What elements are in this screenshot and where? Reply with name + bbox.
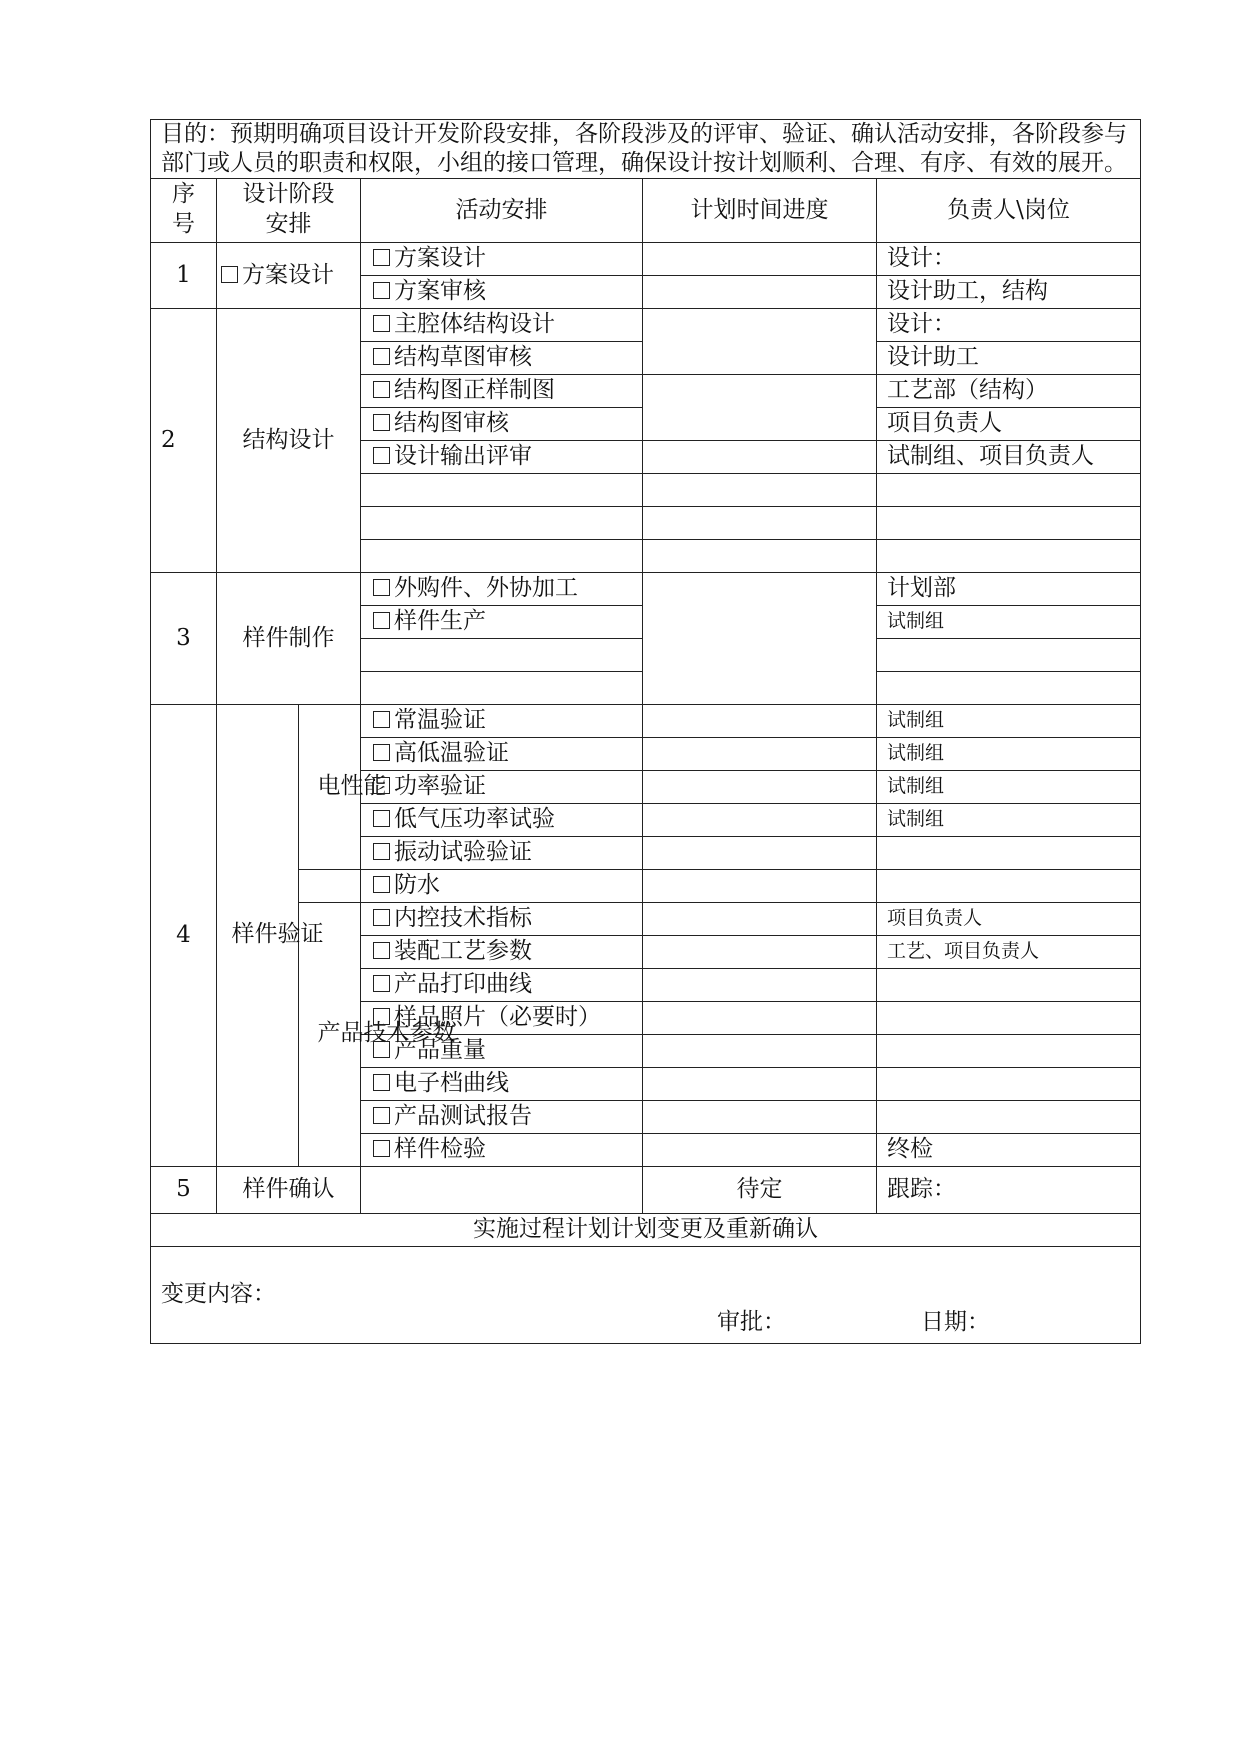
activity-cell: 结构图审核: [361, 407, 643, 440]
change-section-title: 实施过程计划计划变更及重新确认: [151, 1213, 1141, 1246]
owner-cell: 设计助工，结构: [877, 275, 1141, 308]
owner-cell: 项目负责人: [877, 902, 1141, 935]
header-activity: 活动安排: [361, 178, 643, 242]
table-row: [151, 242, 1141, 275]
activity-cell[interactable]: [361, 506, 643, 539]
activity-cell[interactable]: [361, 1166, 643, 1213]
schedule-cell[interactable]: [643, 935, 877, 968]
checkbox-icon[interactable]: [373, 1008, 390, 1025]
owner-cell: 跟踪：: [877, 1166, 1141, 1213]
stage-cell: 样件制作: [217, 572, 361, 704]
table-row: [151, 308, 1141, 341]
stage-label: 方案设计: [242, 261, 334, 288]
activity-cell[interactable]: [361, 638, 643, 671]
checkbox-icon[interactable]: [373, 909, 390, 926]
checkbox-icon[interactable]: [373, 579, 390, 596]
activity-cell: 产品重量: [361, 1034, 643, 1067]
schedule-cell: 待定: [643, 1166, 877, 1213]
owner-cell: 试制组、项目负责人: [877, 440, 1141, 473]
schedule-cell[interactable]: [643, 473, 877, 506]
stage-cell: 样件确认: [217, 1166, 361, 1213]
subgroup-empty: [299, 869, 361, 902]
schedule-cell[interactable]: [643, 869, 877, 902]
activity-cell: 外购件、外协加工: [361, 572, 643, 605]
activity-cell: 样品照片（必要时）: [361, 1001, 643, 1034]
stage-cell: 结构设计: [217, 308, 361, 572]
schedule-cell[interactable]: [643, 440, 877, 473]
schedule-cell[interactable]: [643, 1100, 877, 1133]
table-row: [151, 704, 1141, 737]
date-label: 日期：: [921, 1308, 990, 1335]
owner-cell: 试制组: [877, 737, 1141, 770]
schedule-cell[interactable]: [643, 308, 877, 374]
owner-cell: [877, 968, 1141, 1001]
schedule-cell[interactable]: [643, 803, 877, 836]
schedule-cell[interactable]: [643, 836, 877, 869]
activity-cell: 振动试验验证: [361, 836, 643, 869]
activity-cell: 防水: [361, 869, 643, 902]
approve-label: 审批：: [717, 1308, 786, 1335]
schedule-cell[interactable]: [643, 572, 877, 704]
owner-cell[interactable]: [877, 671, 1141, 704]
activity-cell: 功率验证: [361, 770, 643, 803]
owner-cell: 设计：: [877, 242, 1141, 275]
change-content-label: 变更内容：: [161, 1281, 276, 1308]
owner-cell: 项目负责人: [877, 407, 1141, 440]
checkbox-icon[interactable]: [373, 1140, 390, 1157]
checkbox-icon[interactable]: [373, 315, 390, 332]
seq-cell: 1: [151, 242, 217, 308]
activity-cell: 样件生产: [361, 605, 643, 638]
owner-cell: [877, 869, 1141, 902]
checkbox-icon[interactable]: [373, 282, 390, 299]
owner-cell: 试制组: [877, 605, 1141, 638]
owner-cell: 工艺、项目负责人: [877, 935, 1141, 968]
header-stage: 设计阶段安排: [217, 178, 361, 242]
checkbox-icon[interactable]: [373, 612, 390, 629]
owner-cell: [877, 1001, 1141, 1034]
change-content-cell[interactable]: [151, 1246, 1141, 1343]
activity-cell: 方案设计: [361, 242, 643, 275]
activity-cell: 设计输出评审: [361, 440, 643, 473]
owner-cell: [877, 1100, 1141, 1133]
header-row: [151, 178, 1141, 242]
header-owner: 负责人\岗位: [877, 178, 1141, 242]
owner-cell: 试制组: [877, 704, 1141, 737]
owner-cell[interactable]: [877, 473, 1141, 506]
checkbox-icon[interactable]: [373, 1041, 390, 1058]
schedule-cell[interactable]: [643, 374, 877, 440]
checkbox-icon[interactable]: [221, 266, 238, 283]
owner-cell: 试制组: [877, 803, 1141, 836]
checkbox-icon[interactable]: [373, 711, 390, 728]
activity-cell: 结构草图审核: [361, 341, 643, 374]
checkbox-icon[interactable]: [373, 381, 390, 398]
owner-cell: 终检: [877, 1133, 1141, 1166]
checkbox-icon[interactable]: [373, 1107, 390, 1124]
activity-cell: 电子档曲线: [361, 1067, 643, 1100]
stage-cell: 样件验证: [217, 704, 299, 1166]
owner-cell: 计划部: [877, 572, 1141, 605]
activity-cell: 装配工艺参数: [361, 935, 643, 968]
checkbox-icon[interactable]: [373, 876, 390, 893]
schedule-cell[interactable]: [643, 242, 877, 275]
seq-cell: 4: [151, 704, 217, 1166]
subgroup-product: 产品技术参数: [299, 902, 361, 1166]
seq-cell: 5: [151, 1166, 217, 1213]
checkbox-icon[interactable]: [373, 414, 390, 431]
purpose-text: 目的：预期明确项目设计开发阶段安排，各阶段涉及的评审、验证、确认活动安排，各阶段参与部门或人员的职责和权限，小组的接口管理，确保设计按计划顺利、合理、有序、有效的展开。: [151, 120, 1141, 179]
seq-cell: 2: [151, 308, 217, 572]
stage-cell: [217, 242, 361, 308]
design-plan-table: [150, 119, 1141, 1344]
owner-cell[interactable]: [877, 506, 1141, 539]
schedule-cell[interactable]: [643, 1034, 877, 1067]
activity-cell: 产品打印曲线: [361, 968, 643, 1001]
schedule-cell[interactable]: [643, 539, 877, 572]
checkbox-icon[interactable]: [373, 1074, 390, 1091]
owner-cell: 设计助工: [877, 341, 1141, 374]
schedule-cell[interactable]: [643, 737, 877, 770]
checkbox-icon[interactable]: [373, 249, 390, 266]
schedule-cell[interactable]: [643, 1067, 877, 1100]
seq-cell: 3: [151, 572, 217, 704]
activity-cell: 内控技术指标: [361, 902, 643, 935]
activity-cell: 主腔体结构设计: [361, 308, 643, 341]
owner-cell: 工艺部（结构）: [877, 374, 1141, 407]
schedule-cell[interactable]: [643, 902, 877, 935]
activity-cell: 样件检验: [361, 1133, 643, 1166]
owner-cell: [877, 836, 1141, 869]
schedule-cell[interactable]: [643, 968, 877, 1001]
checkbox-icon[interactable]: [373, 942, 390, 959]
schedule-cell[interactable]: [643, 506, 877, 539]
checkbox-icon[interactable]: [373, 744, 390, 761]
table-row: [151, 1166, 1141, 1213]
header-seq: 序号: [151, 178, 217, 242]
activity-cell: 产品测试报告: [361, 1100, 643, 1133]
activity-cell[interactable]: [361, 671, 643, 704]
checkbox-icon[interactable]: [373, 447, 390, 464]
owner-cell[interactable]: [877, 539, 1141, 572]
activity-cell[interactable]: [361, 539, 643, 572]
owner-cell: 设计：: [877, 308, 1141, 341]
activity-cell[interactable]: [361, 473, 643, 506]
owner-cell: 试制组: [877, 770, 1141, 803]
owner-cell[interactable]: [877, 638, 1141, 671]
activity-cell: 结构图正样制图: [361, 374, 643, 407]
checkbox-icon[interactable]: [373, 348, 390, 365]
schedule-cell[interactable]: [643, 1001, 877, 1034]
schedule-cell[interactable]: [643, 770, 877, 803]
schedule-cell[interactable]: [643, 275, 877, 308]
activity-cell: 方案审核: [361, 275, 643, 308]
schedule-cell[interactable]: [643, 1133, 877, 1166]
activity-cell: 常温验证: [361, 704, 643, 737]
table-row: [151, 572, 1141, 605]
checkbox-icon[interactable]: [373, 975, 390, 992]
checkbox-icon[interactable]: [373, 777, 390, 794]
activity-cell: 高低温验证: [361, 737, 643, 770]
owner-cell: [877, 1067, 1141, 1100]
header-schedule: 计划时间进度: [643, 178, 877, 242]
subgroup-electric: 电性能: [299, 704, 361, 869]
activity-cell: 低气压功率试验: [361, 803, 643, 836]
table-row: [151, 869, 1141, 902]
checkbox-icon[interactable]: [373, 843, 390, 860]
owner-cell: [877, 1034, 1141, 1067]
checkbox-icon[interactable]: [373, 810, 390, 827]
schedule-cell[interactable]: [643, 704, 877, 737]
